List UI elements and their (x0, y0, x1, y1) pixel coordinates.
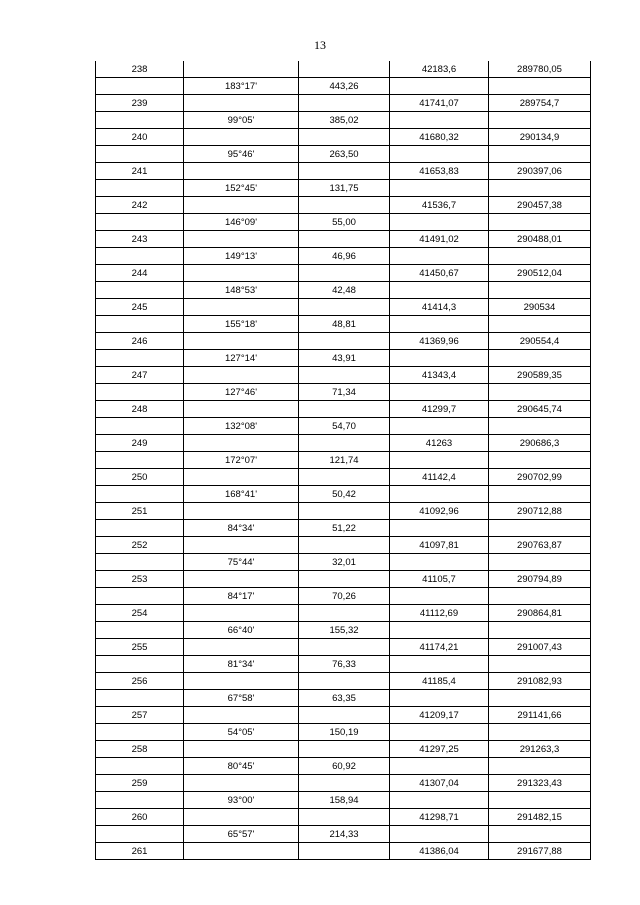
y-coordinate-cell: 291082,93 (489, 673, 591, 690)
y-coordinate-cell: 290864,81 (489, 605, 591, 622)
point-number-cell: 248 (96, 401, 184, 418)
length-cell: 121,74 (299, 452, 390, 469)
segment-row (96, 588, 591, 605)
x-coordinate-cell: 42183,6 (390, 61, 489, 78)
point-row (96, 639, 591, 656)
point-number-cell (96, 418, 184, 435)
point-number-cell (96, 520, 184, 537)
length-cell: 263,50 (299, 146, 390, 163)
direction-angle-cell (184, 61, 299, 78)
segment-row (96, 826, 591, 843)
direction-angle-cell (184, 231, 299, 248)
direction-angle-cell (184, 163, 299, 180)
x-coordinate-cell: 41092,96 (390, 503, 489, 520)
length-cell: 48,81 (299, 316, 390, 333)
direction-angle-cell: 54°05' (184, 724, 299, 741)
length-cell: 71,34 (299, 384, 390, 401)
length-cell: 76,33 (299, 656, 390, 673)
point-number-cell (96, 486, 184, 503)
y-coordinate-cell (489, 384, 591, 401)
y-coordinate-cell (489, 690, 591, 707)
point-number-cell: 244 (96, 265, 184, 282)
point-row (96, 401, 591, 418)
direction-angle-cell: 93°00' (184, 792, 299, 809)
segment-row (96, 112, 591, 129)
point-number-cell (96, 826, 184, 843)
x-coordinate-cell (390, 622, 489, 639)
x-coordinate-cell: 41386,04 (390, 843, 489, 860)
x-coordinate-cell (390, 792, 489, 809)
point-number-cell: 257 (96, 707, 184, 724)
length-cell: 46,96 (299, 248, 390, 265)
point-row (96, 197, 591, 214)
length-cell: 443,26 (299, 78, 390, 95)
point-number-cell (96, 146, 184, 163)
length-cell (299, 197, 390, 214)
point-row (96, 571, 591, 588)
length-cell: 158,94 (299, 792, 390, 809)
y-coordinate-cell (489, 180, 591, 197)
length-cell: 42,48 (299, 282, 390, 299)
point-row (96, 605, 591, 622)
point-number-cell (96, 554, 184, 571)
y-coordinate-cell: 290686,3 (489, 435, 591, 452)
length-cell: 155,32 (299, 622, 390, 639)
direction-angle-cell (184, 503, 299, 520)
direction-angle-cell (184, 673, 299, 690)
point-row (96, 163, 591, 180)
x-coordinate-cell (390, 78, 489, 95)
segment-row (96, 78, 591, 95)
y-coordinate-cell: 290488,01 (489, 231, 591, 248)
y-coordinate-cell (489, 588, 591, 605)
point-number-cell (96, 350, 184, 367)
point-row (96, 333, 591, 350)
length-cell: 150,19 (299, 724, 390, 741)
length-cell (299, 639, 390, 656)
length-cell (299, 843, 390, 860)
point-number-cell: 239 (96, 95, 184, 112)
y-coordinate-cell: 290645,74 (489, 401, 591, 418)
length-cell (299, 61, 390, 78)
x-coordinate-cell (390, 316, 489, 333)
point-number-cell (96, 248, 184, 265)
point-row (96, 673, 591, 690)
y-coordinate-cell: 290589,35 (489, 367, 591, 384)
point-number-cell: 259 (96, 775, 184, 792)
length-cell (299, 571, 390, 588)
point-row (96, 299, 591, 316)
direction-angle-cell (184, 299, 299, 316)
direction-angle-cell: 67°58' (184, 690, 299, 707)
x-coordinate-cell: 41299,7 (390, 401, 489, 418)
length-cell: 43,91 (299, 350, 390, 367)
y-coordinate-cell: 291141,66 (489, 707, 591, 724)
x-coordinate-cell (390, 690, 489, 707)
segment-row (96, 214, 591, 231)
length-cell: 385,02 (299, 112, 390, 129)
direction-angle-cell (184, 401, 299, 418)
y-coordinate-cell (489, 282, 591, 299)
direction-angle-cell (184, 741, 299, 758)
length-cell: 54,70 (299, 418, 390, 435)
direction-angle-cell (184, 435, 299, 452)
y-coordinate-cell: 290712,88 (489, 503, 591, 520)
point-row (96, 231, 591, 248)
y-coordinate-cell: 289754,7 (489, 95, 591, 112)
direction-angle-cell (184, 843, 299, 860)
x-coordinate-cell (390, 180, 489, 197)
segment-row (96, 656, 591, 673)
point-row (96, 469, 591, 486)
length-cell (299, 707, 390, 724)
point-number-cell: 255 (96, 639, 184, 656)
direction-angle-cell (184, 571, 299, 588)
point-row (96, 265, 591, 282)
x-coordinate-cell (390, 486, 489, 503)
y-coordinate-cell: 290134,9 (489, 129, 591, 146)
point-number-cell (96, 690, 184, 707)
length-cell (299, 537, 390, 554)
y-coordinate-cell (489, 452, 591, 469)
x-coordinate-cell (390, 384, 489, 401)
page-number: 13 (314, 38, 326, 52)
direction-angle-cell: 149°13' (184, 248, 299, 265)
point-number-cell (96, 656, 184, 673)
y-coordinate-cell: 290794,89 (489, 571, 591, 588)
point-number-cell: 256 (96, 673, 184, 690)
direction-angle-cell (184, 95, 299, 112)
length-cell (299, 673, 390, 690)
direction-angle-cell (184, 639, 299, 656)
coordinates-table (95, 61, 591, 860)
point-number-cell: 246 (96, 333, 184, 350)
direction-angle-cell: 65°57' (184, 826, 299, 843)
y-coordinate-cell: 291263,3 (489, 741, 591, 758)
segment-row (96, 792, 591, 809)
direction-angle-cell: 183°17' (184, 78, 299, 95)
direction-angle-cell (184, 775, 299, 792)
point-number-cell: 242 (96, 197, 184, 214)
length-cell (299, 741, 390, 758)
x-coordinate-cell: 41097,81 (390, 537, 489, 554)
y-coordinate-cell (489, 554, 591, 571)
direction-angle-cell (184, 333, 299, 350)
x-coordinate-cell (390, 418, 489, 435)
point-number-cell (96, 622, 184, 639)
x-coordinate-cell (390, 214, 489, 231)
point-row (96, 61, 591, 78)
point-number-cell (96, 78, 184, 95)
length-cell (299, 809, 390, 826)
y-coordinate-cell (489, 418, 591, 435)
length-cell (299, 129, 390, 146)
point-number-cell: 238 (96, 61, 184, 78)
y-coordinate-cell: 291482,15 (489, 809, 591, 826)
direction-angle-cell (184, 605, 299, 622)
segment-row (96, 282, 591, 299)
x-coordinate-cell: 41263 (390, 435, 489, 452)
direction-angle-cell: 84°34' (184, 520, 299, 537)
x-coordinate-cell: 41369,96 (390, 333, 489, 350)
length-cell (299, 95, 390, 112)
x-coordinate-cell: 41653,83 (390, 163, 489, 180)
x-coordinate-cell (390, 554, 489, 571)
y-coordinate-cell: 290512,04 (489, 265, 591, 282)
point-number-cell: 254 (96, 605, 184, 622)
length-cell: 131,75 (299, 180, 390, 197)
y-coordinate-cell (489, 78, 591, 95)
point-number-cell (96, 282, 184, 299)
y-coordinate-cell (489, 826, 591, 843)
x-coordinate-cell: 41209,17 (390, 707, 489, 724)
y-coordinate-cell (489, 520, 591, 537)
point-number-cell (96, 588, 184, 605)
x-coordinate-cell (390, 146, 489, 163)
y-coordinate-cell (489, 214, 591, 231)
direction-angle-cell: 148°53' (184, 282, 299, 299)
y-coordinate-cell: 291007,43 (489, 639, 591, 656)
direction-angle-cell: 127°14' (184, 350, 299, 367)
direction-angle-cell: 155°18' (184, 316, 299, 333)
x-coordinate-cell: 41741,07 (390, 95, 489, 112)
x-coordinate-cell: 41174,21 (390, 639, 489, 656)
point-number-cell (96, 452, 184, 469)
y-coordinate-cell: 289780,05 (489, 61, 591, 78)
direction-angle-cell: 95°46' (184, 146, 299, 163)
length-cell (299, 299, 390, 316)
length-cell: 63,35 (299, 690, 390, 707)
point-number-cell: 249 (96, 435, 184, 452)
direction-angle-cell (184, 469, 299, 486)
y-coordinate-cell: 290457,38 (489, 197, 591, 214)
length-cell: 60,92 (299, 758, 390, 775)
x-coordinate-cell: 41450,67 (390, 265, 489, 282)
direction-angle-cell: 66°40' (184, 622, 299, 639)
length-cell (299, 605, 390, 622)
y-coordinate-cell: 290702,99 (489, 469, 591, 486)
y-coordinate-cell: 291323,43 (489, 775, 591, 792)
x-coordinate-cell: 41680,32 (390, 129, 489, 146)
point-number-cell (96, 792, 184, 809)
point-number-cell (96, 724, 184, 741)
y-coordinate-cell: 290554,4 (489, 333, 591, 350)
length-cell: 55,00 (299, 214, 390, 231)
point-row (96, 435, 591, 452)
length-cell: 32,01 (299, 554, 390, 571)
point-number-cell: 253 (96, 571, 184, 588)
y-coordinate-cell (489, 724, 591, 741)
y-coordinate-cell (489, 486, 591, 503)
y-coordinate-cell (489, 792, 591, 809)
direction-angle-cell: 172°07' (184, 452, 299, 469)
direction-angle-cell: 168°41' (184, 486, 299, 503)
x-coordinate-cell: 41536,7 (390, 197, 489, 214)
y-coordinate-cell: 290397,06 (489, 163, 591, 180)
y-coordinate-cell (489, 146, 591, 163)
point-row (96, 537, 591, 554)
point-number-cell: 260 (96, 809, 184, 826)
direction-angle-cell: 84°17' (184, 588, 299, 605)
x-coordinate-cell: 41185,4 (390, 673, 489, 690)
y-coordinate-cell (489, 350, 591, 367)
point-row (96, 95, 591, 112)
coordinates-table-body (96, 61, 591, 860)
point-number-cell: 252 (96, 537, 184, 554)
x-coordinate-cell (390, 112, 489, 129)
x-coordinate-cell (390, 588, 489, 605)
point-number-cell (96, 214, 184, 231)
point-number-cell (96, 180, 184, 197)
segment-row (96, 316, 591, 333)
point-number-cell: 258 (96, 741, 184, 758)
segment-row (96, 554, 591, 571)
x-coordinate-cell (390, 724, 489, 741)
segment-row (96, 758, 591, 775)
point-number-cell (96, 112, 184, 129)
length-cell: 70,26 (299, 588, 390, 605)
x-coordinate-cell (390, 656, 489, 673)
point-row (96, 741, 591, 758)
x-coordinate-cell: 41298,71 (390, 809, 489, 826)
direction-angle-cell: 127°46' (184, 384, 299, 401)
segment-row (96, 690, 591, 707)
direction-angle-cell (184, 537, 299, 554)
x-coordinate-cell (390, 282, 489, 299)
point-number-cell: 251 (96, 503, 184, 520)
direction-angle-cell (184, 707, 299, 724)
x-coordinate-cell: 41491,02 (390, 231, 489, 248)
direction-angle-cell (184, 367, 299, 384)
segment-row (96, 146, 591, 163)
length-cell (299, 469, 390, 486)
x-coordinate-cell (390, 248, 489, 265)
direction-angle-cell (184, 809, 299, 826)
direction-angle-cell: 75°44' (184, 554, 299, 571)
y-coordinate-cell (489, 622, 591, 639)
point-row (96, 129, 591, 146)
direction-angle-cell (184, 129, 299, 146)
length-cell (299, 231, 390, 248)
direction-angle-cell: 152°45' (184, 180, 299, 197)
segment-row (96, 724, 591, 741)
point-number-cell: 241 (96, 163, 184, 180)
segment-row (96, 248, 591, 265)
direction-angle-cell: 80°45' (184, 758, 299, 775)
segment-row (96, 622, 591, 639)
x-coordinate-cell: 41343,4 (390, 367, 489, 384)
point-number-cell: 245 (96, 299, 184, 316)
point-row (96, 707, 591, 724)
point-number-cell: 243 (96, 231, 184, 248)
point-row (96, 503, 591, 520)
point-number-cell: 240 (96, 129, 184, 146)
direction-angle-cell: 81°34' (184, 656, 299, 673)
point-number-cell: 250 (96, 469, 184, 486)
direction-angle-cell: 146°09' (184, 214, 299, 231)
y-coordinate-cell (489, 112, 591, 129)
segment-row (96, 384, 591, 401)
x-coordinate-cell: 41297,25 (390, 741, 489, 758)
segment-row (96, 452, 591, 469)
length-cell (299, 265, 390, 282)
y-coordinate-cell: 291677,88 (489, 843, 591, 860)
y-coordinate-cell (489, 316, 591, 333)
y-coordinate-cell (489, 656, 591, 673)
point-row (96, 809, 591, 826)
direction-angle-cell: 132°08' (184, 418, 299, 435)
point-number-cell: 247 (96, 367, 184, 384)
y-coordinate-cell: 290763,87 (489, 537, 591, 554)
y-coordinate-cell: 290534 (489, 299, 591, 316)
x-coordinate-cell: 41414,3 (390, 299, 489, 316)
x-coordinate-cell: 41307,04 (390, 775, 489, 792)
x-coordinate-cell: 41112,69 (390, 605, 489, 622)
x-coordinate-cell (390, 826, 489, 843)
point-number-cell (96, 384, 184, 401)
length-cell (299, 775, 390, 792)
direction-angle-cell (184, 197, 299, 214)
x-coordinate-cell (390, 350, 489, 367)
point-number-cell (96, 316, 184, 333)
direction-angle-cell: 99°05' (184, 112, 299, 129)
length-cell (299, 163, 390, 180)
segment-row (96, 180, 591, 197)
point-number-cell: 261 (96, 843, 184, 860)
segment-row (96, 486, 591, 503)
length-cell (299, 333, 390, 350)
segment-row (96, 350, 591, 367)
length-cell (299, 503, 390, 520)
segment-row (96, 418, 591, 435)
length-cell (299, 401, 390, 418)
y-coordinate-cell (489, 758, 591, 775)
direction-angle-cell (184, 265, 299, 282)
point-row (96, 843, 591, 860)
length-cell: 214,33 (299, 826, 390, 843)
length-cell: 50,42 (299, 486, 390, 503)
point-row (96, 367, 591, 384)
x-coordinate-cell (390, 520, 489, 537)
segment-row (96, 520, 591, 537)
point-number-cell (96, 758, 184, 775)
point-row (96, 775, 591, 792)
x-coordinate-cell: 41142,4 (390, 469, 489, 486)
y-coordinate-cell (489, 248, 591, 265)
x-coordinate-cell: 41105,7 (390, 571, 489, 588)
x-coordinate-cell (390, 758, 489, 775)
length-cell (299, 435, 390, 452)
x-coordinate-cell (390, 452, 489, 469)
length-cell (299, 367, 390, 384)
length-cell: 51,22 (299, 520, 390, 537)
